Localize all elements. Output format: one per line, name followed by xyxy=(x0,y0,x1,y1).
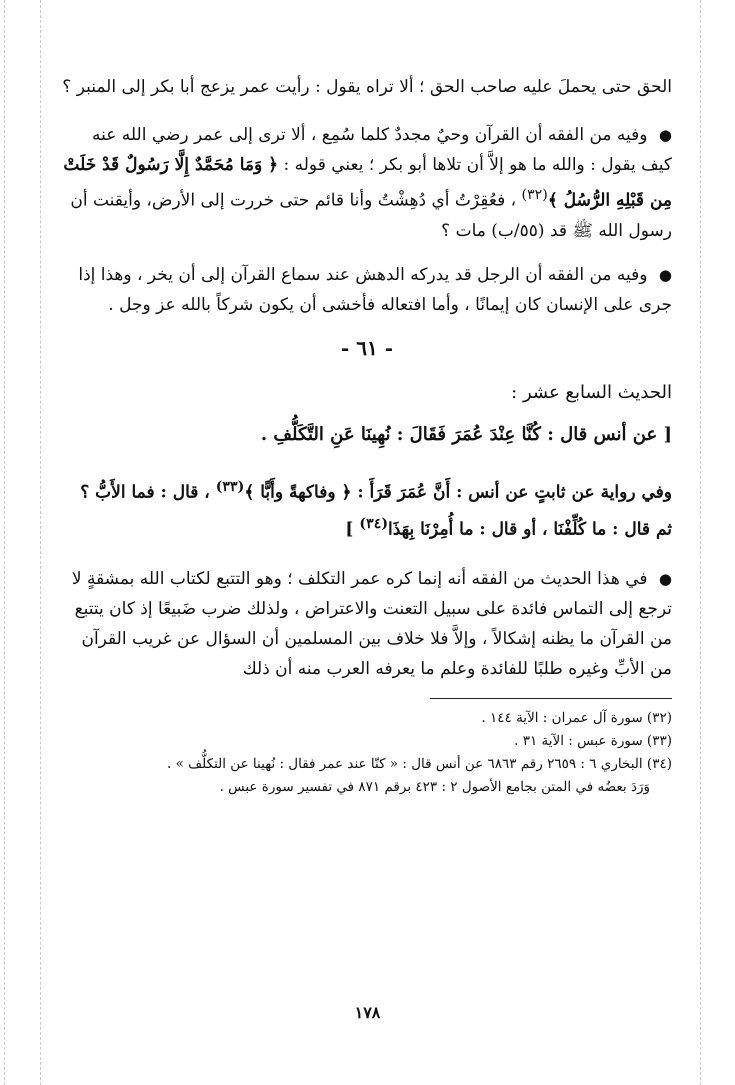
paragraph-astonishment xyxy=(62,260,672,320)
closing-bracket: ] xyxy=(345,519,360,540)
bullet-icon: ● xyxy=(658,265,672,284)
hadith-variant-text xyxy=(62,471,672,546)
paragraph-text: ، فعُقِرْتُ أي دُهِشْتُ وأنا قائم حتى خررت إلى الأرض، وأيقنت أن رسول الله ﷺ قد (٥٥/ب) مات ؟ xyxy=(70,190,672,241)
footnote-32: (٣٢) سورة آل عمران : الآية ١٤٤ . xyxy=(481,709,672,726)
bullet-icon: ● xyxy=(658,126,672,144)
quran-verse: ﴿ وفاكهةً وأَبًّا ﴾ xyxy=(244,482,352,503)
bullet-icon: ● xyxy=(658,569,672,588)
paragraph-text: وفيه من الفقه أن الرجل قد يدركه الدهش عند سماع القرآن إلى أن يخر ، وهذا إذا جرى على الإنسان كان إيمانًا ، وأما افتعاله فأخشى أن يكون شركاً بالله عز وجل . xyxy=(78,264,672,315)
page-edge-left-inner xyxy=(40,0,41,1085)
page-number: ١٧٨ xyxy=(354,1003,381,1022)
footnote-divider xyxy=(430,698,672,699)
page-body xyxy=(62,72,672,799)
page-edge-left xyxy=(4,0,5,1085)
footnote-34-continued: وَرَدَ بعضُه في المتن بجامع الأصول ٢ : ٤٢٣ برقم ٨٧١ في تفسير سورة عبس . xyxy=(219,778,650,795)
hadith-text: [ عن أنس قال : كُنَّا عِنْدَ عُمَرَ فَقَالَ : نُهِينَا عَنِ التَّكَلُّفِ . xyxy=(260,423,672,445)
hadith-heading: الحديث السابع عشر : xyxy=(511,381,672,403)
paragraph-continuation: الحق حتى يحملَ عليه صاحب الحق ؛ ألا تراه يقول : رأيت عمر يزعج أبا بكر إلى المنبر ؟ xyxy=(62,77,672,97)
hadith-variant-part: ، قال : فما الأَبُّ ؟ ثم قال : ما كُلِّفْنَا ، أو قال : ما أُمِرْنَا بِهَذَا xyxy=(80,482,672,540)
footnote-34: (٣٤) البخاري ٦ : ٢٦٥٩ رقم ٦٨٦٣ عن أنس قال : « كنّا عند عمر فقال : نُهينا عن التكلُّف » . xyxy=(167,755,672,772)
paragraph-quran-revelation xyxy=(62,120,672,246)
paragraph-text: وفيه من الفقه أن القرآن وحيٌ مجددٌ كلما سُمِع ، ألا ترى إلى عمر رضي الله عنه كيف يقول : والله ما هو إلاَّ أن تلاها أبو بكر ؛ يعني قوله : xyxy=(91,125,672,175)
paragraph-text: في هذا الحديث من الفقه أنه إنما كره عمر التكلف ؛ وهو التتبع لكتاب الله بمشقةٍ لا ترجع إلى التماس فائدة على سبيل التعنت والاعتراض ، ولذلك ضرب ضَبيعًا إذ كان يتتبع من القرآن ما يظنه إشكالاً ، وإلاَّ فلا خلاف بين المسلمين أن السؤال عن غريب القرآن من الأبِّ وغيره طلبًا للفائدة وعلم ما يعرفه العرب منه أن ذلك xyxy=(71,568,672,679)
quran-verse: ﴿ وَمَا مُحَمَّدٌ إِلَّا رَسُولٌ قَدْ خَلَتْ مِن قَبْلِهِ الرُّسُلُ ﴾ xyxy=(63,155,672,211)
footnote-ref-32: (٣٢) xyxy=(521,187,548,203)
footnote-ref-33: (٣٣) xyxy=(215,478,245,495)
paragraph-commentary xyxy=(62,564,672,684)
part-marker: - ٦١ - xyxy=(340,335,393,360)
page-edge-right xyxy=(700,0,701,1085)
footnote-ref-34: (٣٤) xyxy=(359,516,389,533)
footnote-33: (٣٣) سورة عبس : الآية ٣١ . xyxy=(514,732,672,749)
hadith-variant-part: وفي رواية عن ثابتٍ عن أنس : أَنَّ عُمَرَ قَرَأَ : xyxy=(357,482,672,503)
